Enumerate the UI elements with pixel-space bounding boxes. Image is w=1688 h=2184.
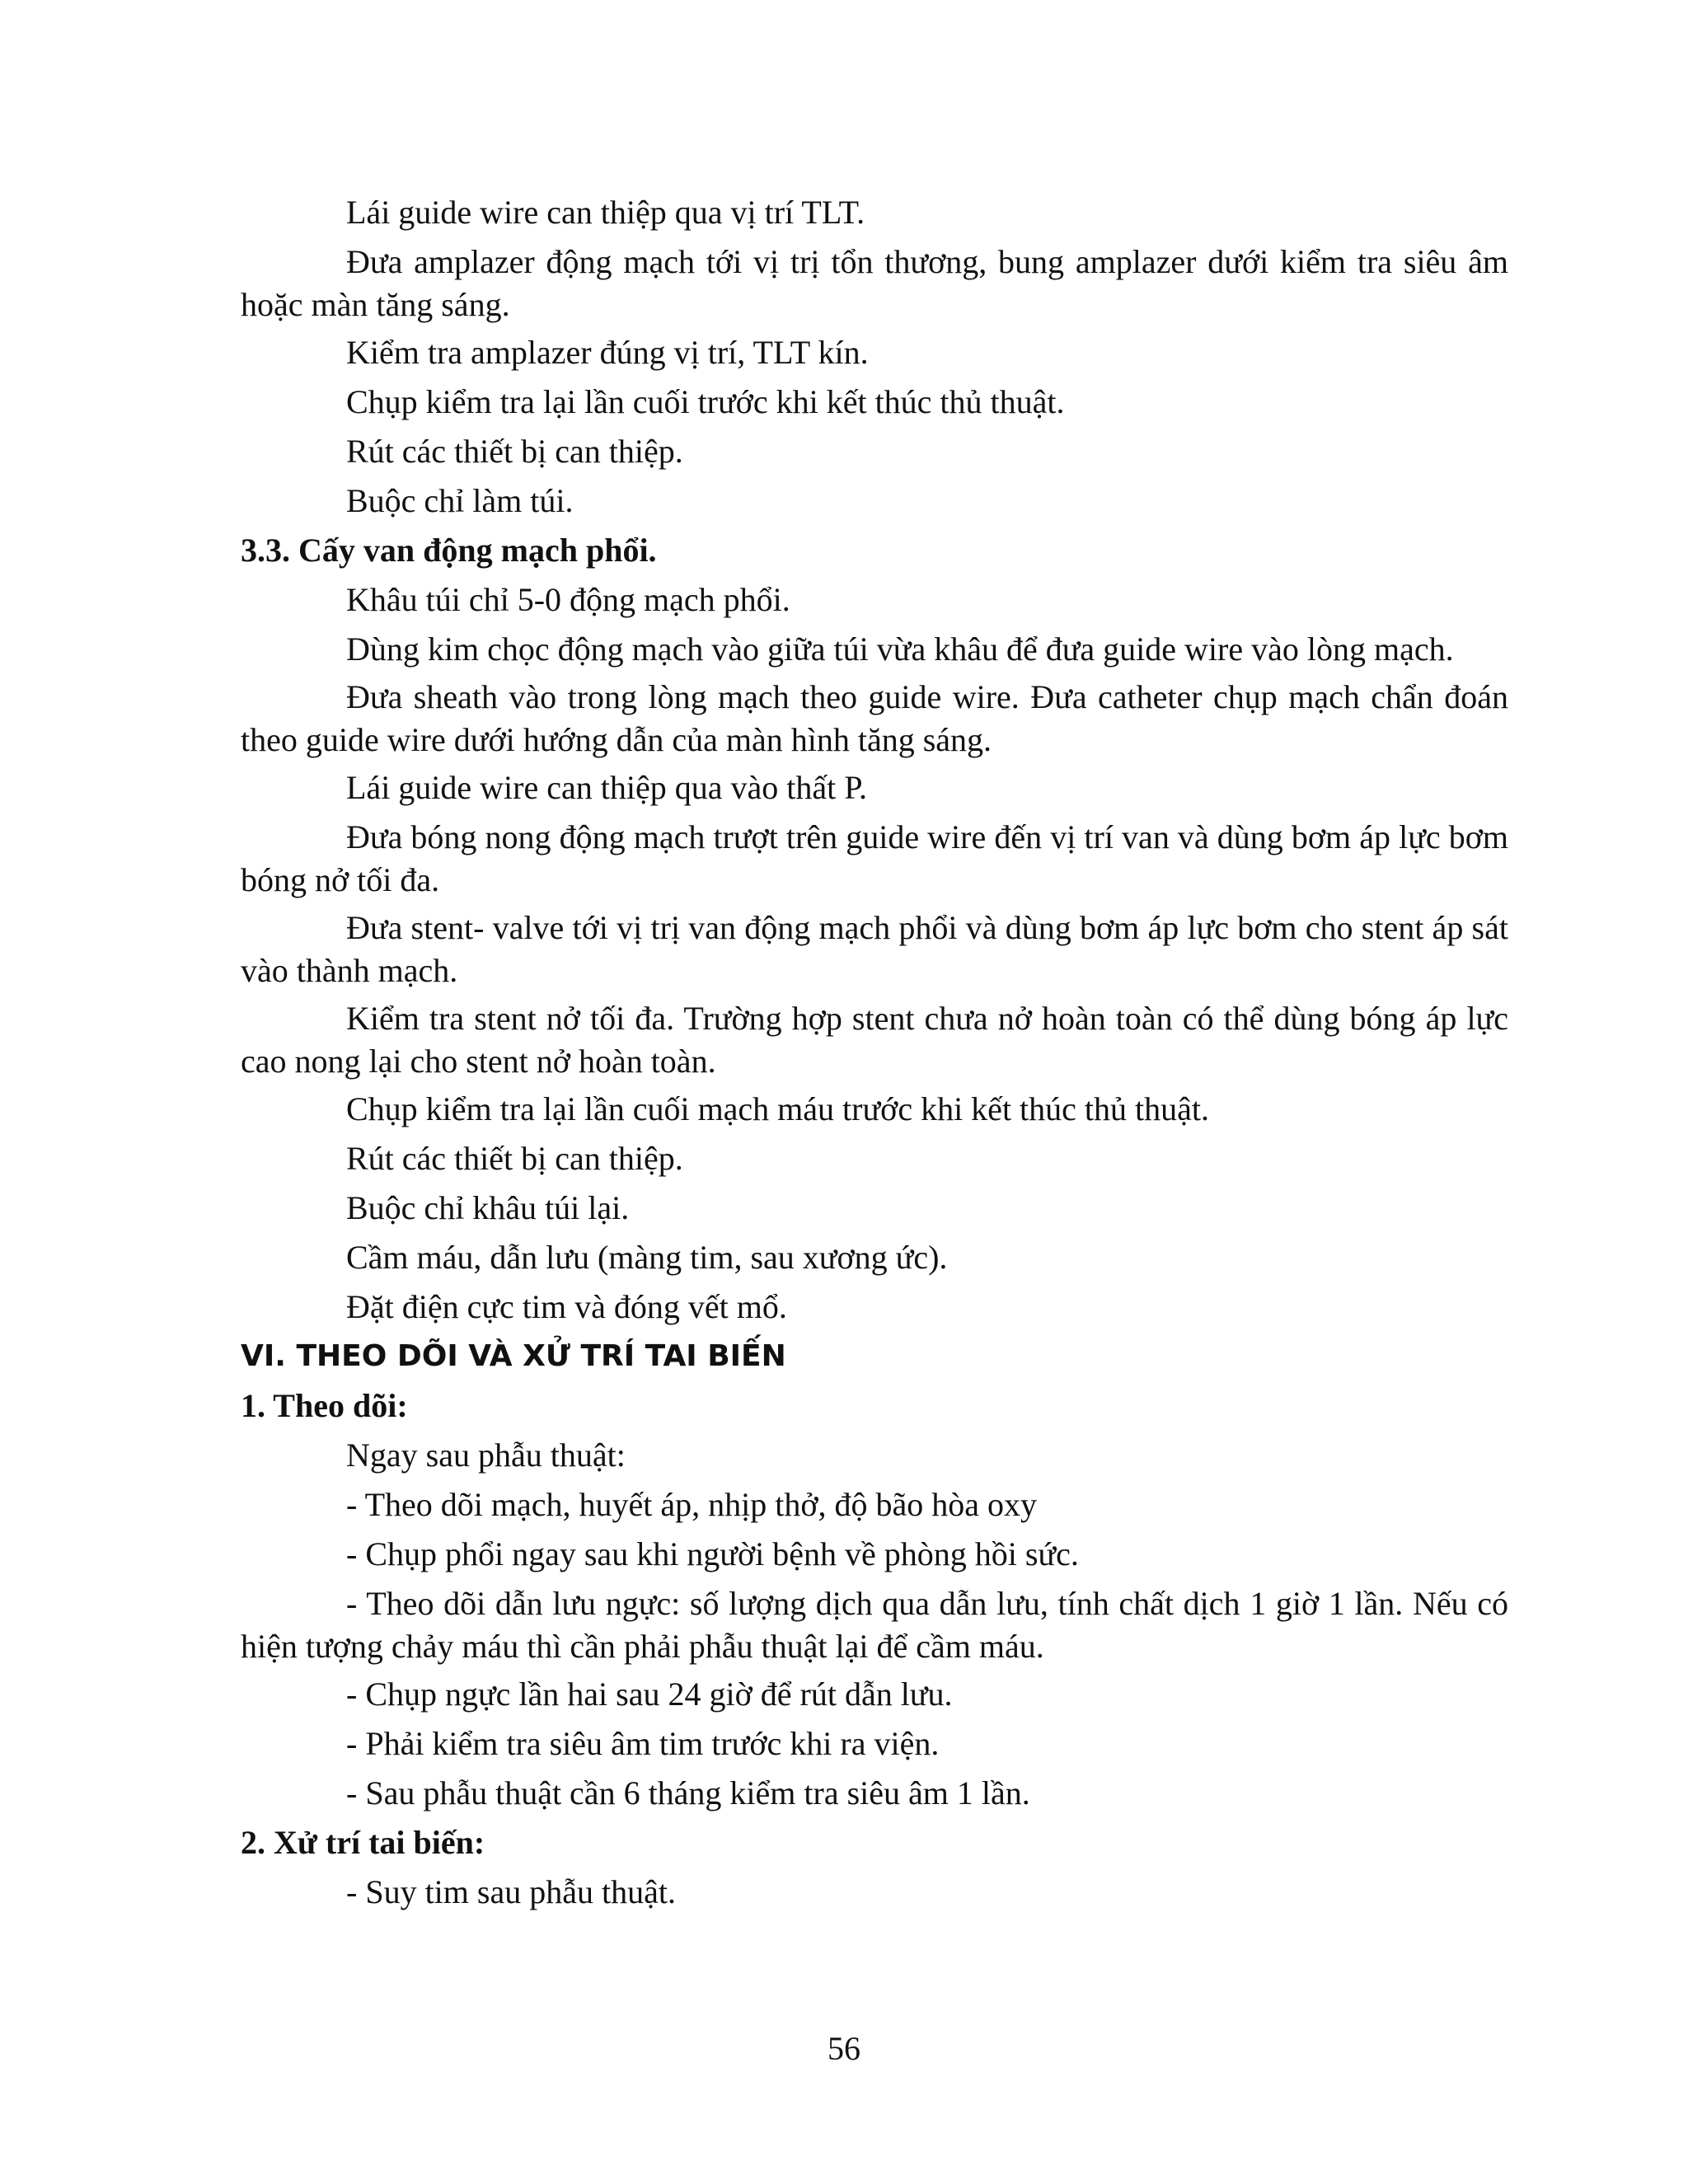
- list-item: - Theo dõi mạch, huyết áp, nhịp thở, độ bão hòa oxy: [346, 1486, 1038, 1523]
- paragraph: Kiểm tra amplazer đúng vị trí, TLT kín.: [346, 334, 869, 371]
- list-item: - Sau phẫu thuật cần 6 tháng kiểm tra siêu âm 1 lần.: [346, 1774, 1030, 1811]
- paragraph: Buộc chỉ làm túi.: [346, 482, 574, 519]
- paragraph: Đưa bóng nong động mạch trượt trên guide wire đến vị trí van và dùng bơm áp lực bơm bóng nở tối đa.: [241, 818, 1508, 898]
- section-heading-vi: VI. THEO DÕI VÀ XỬ TRÍ TAI BIẾN: [241, 1339, 786, 1373]
- paragraph: Đặt điện cực tim và đóng vết mổ.: [346, 1288, 787, 1325]
- paragraph: Đưa amplazer động mạch tới vị trị tổn thương, bung amplazer dưới kiểm tra siêu âm hoặc màn tăng sáng.: [241, 243, 1508, 323]
- page-body: [241, 191, 1508, 1920]
- paragraph: Ngay sau phẫu thuật:: [346, 1436, 626, 1474]
- paragraph: Đưa sheath vào trong lòng mạch theo guide wire. Đưa catheter chụp mạch chẩn đoán theo guide wire dưới hướng dẫn của màn hình tăng sáng.: [241, 678, 1508, 758]
- paragraph: Rút các thiết bị can thiệp.: [346, 1140, 683, 1177]
- list-item: - Theo dõi dẫn lưu ngực: số lượng dịch qua dẫn lưu, tính chất dịch 1 giờ 1 lần. Nếu có hiện tượng chảy máu thì cần phải phẫu thuật lại để cầm máu.: [241, 1585, 1508, 1665]
- paragraph: Chụp kiểm tra lại lần cuối mạch máu trước khi kết thúc thủ thuật.: [346, 1090, 1210, 1127]
- paragraph: Kiểm tra stent nở tối đa. Trường hợp stent chưa nở hoàn toàn có thể dùng bóng áp lực cao nong lại cho stent nở hoàn toàn.: [241, 1000, 1508, 1080]
- list-item: - Chụp ngực lần hai sau 24 giờ để rút dẫn lưu.: [346, 1675, 953, 1713]
- paragraph: Dùng kim chọc động mạch vào giữa túi vừa khâu để đưa guide wire vào lòng mạch.: [346, 630, 1454, 668]
- paragraph: Chụp kiểm tra lại lần cuối trước khi kết thúc thủ thuật.: [346, 383, 1065, 420]
- paragraph: Buộc chỉ khâu túi lại.: [346, 1189, 630, 1226]
- paragraph: Khâu túi chỉ 5-0 động mạch phổi.: [346, 581, 790, 618]
- paragraph: Rút các thiết bị can thiệp.: [346, 433, 683, 470]
- paragraph: Cầm máu, dẫn lưu (màng tim, sau xương ức).: [346, 1239, 948, 1276]
- page-number: 56: [828, 2030, 860, 2067]
- list-item: - Phải kiểm tra siêu âm tim trước khi ra viện.: [346, 1725, 940, 1762]
- list-item: - Chụp phổi ngay sau khi người bệnh về phòng hồi sức.: [346, 1535, 1079, 1572]
- paragraph: Lái guide wire can thiệp qua vào thất P.: [346, 769, 868, 806]
- section-heading-3-3: 3.3. Cấy van động mạch phổi.: [241, 532, 657, 569]
- subsection-heading-1: 1. Theo dõi:: [241, 1387, 408, 1424]
- list-item: - Suy tim sau phẫu thuật.: [346, 1873, 676, 1910]
- paragraph: Đưa stent- valve tới vị trị van động mạch phổi và dùng bơm áp lực bơm cho stent áp sát vào thành mạch.: [241, 909, 1508, 989]
- paragraph: Lái guide wire can thiệp qua vị trí TLT.: [346, 194, 865, 231]
- subsection-heading-2: 2. Xử trí tai biến:: [241, 1824, 485, 1861]
